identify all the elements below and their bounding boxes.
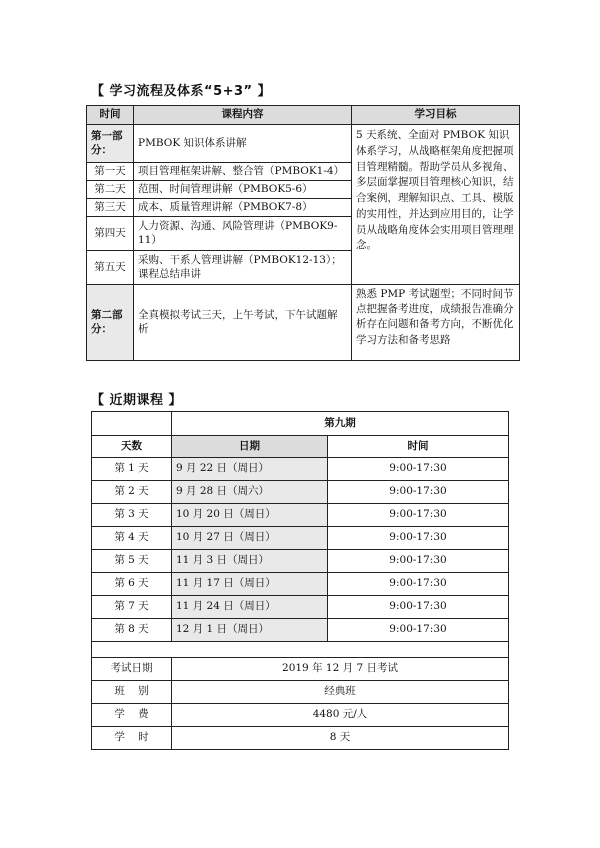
schedule-time: 9:00-17:30 <box>328 458 509 481</box>
spacer-row <box>92 642 509 658</box>
info-value: 经典班 <box>172 681 509 704</box>
recent-courses-table <box>91 411 509 750</box>
info-value: 8 天 <box>172 727 509 750</box>
table-row <box>92 481 509 504</box>
info-label: 考试日期 <box>92 658 172 681</box>
schedule-time: 9:00-17:30 <box>328 527 509 550</box>
schedule-date: 11 月 3 日（周日） <box>172 550 328 573</box>
part1-intro-row <box>87 125 520 163</box>
schedule-time: 9:00-17:30 <box>328 573 509 596</box>
schedule-date: 10 月 27 日（周日） <box>172 527 328 550</box>
part1-goal: 5 天系统、全面对 PMBOK 知识体系学习，从战略框架角度把握项目管理精髓。帮助学员从多视角、多层面掌握项目管理核心知识，结合案例，理解知识点、工具、模版的实用性，并达到应用目的，让学员从战略角度体会实用项目管理理念。 <box>352 125 520 285</box>
schedule-day: 第 6 天 <box>92 573 172 596</box>
day-label: 第四天 <box>87 217 134 251</box>
period-title: 第九期 <box>172 412 509 436</box>
table-row <box>92 619 509 642</box>
schedule-day: 第 3 天 <box>92 504 172 527</box>
schedule-day: 第 8 天 <box>92 619 172 642</box>
schedule-header-row <box>92 436 509 458</box>
empty-cell <box>92 412 172 436</box>
part2-content: 全真模拟考试三天，上午考试，下午试题解析 <box>134 285 352 361</box>
table-row <box>92 550 509 573</box>
info-row <box>92 681 509 704</box>
info-row <box>92 727 509 750</box>
part2-goal: 熟悉 PMP 考试题型；不同时间节点把握备考进度，成绩报告准确分析存在问题和备考方向，不断优化学习方法和备考思路 <box>352 285 520 361</box>
table-row <box>92 573 509 596</box>
part2-row <box>87 285 520 361</box>
section-heading-recent-courses: 【 近期课程 】 <box>91 393 183 408</box>
schedule-time: 9:00-17:30 <box>328 504 509 527</box>
study-process-table <box>86 105 520 361</box>
schedule-time: 9:00-17:30 <box>328 481 509 504</box>
schedule-time: 9:00-17:30 <box>328 596 509 619</box>
header-time: 时间 <box>328 436 509 458</box>
day-content: 项目管理框架讲解、整合管（PMBOK1-4） <box>134 163 352 181</box>
part1-label: 第一部分： <box>87 125 134 163</box>
info-row <box>92 704 509 727</box>
info-value: 4480 元/人 <box>172 704 509 727</box>
info-label: 学 费 <box>92 704 172 727</box>
schedule-day: 第 5 天 <box>92 550 172 573</box>
schedule-day: 第 1 天 <box>92 458 172 481</box>
header-time: 时间 <box>87 106 134 125</box>
info-row <box>92 658 509 681</box>
day-label: 第一天 <box>87 163 134 181</box>
schedule-day: 第 2 天 <box>92 481 172 504</box>
schedule-date: 10 月 20 日（周日） <box>172 504 328 527</box>
day-content: 人力资源、沟通、风险管理讲（PMBOK9-11） <box>134 217 352 251</box>
period-row <box>92 412 509 436</box>
schedule-date: 11 月 17 日（周日） <box>172 573 328 596</box>
schedule-day: 第 7 天 <box>92 596 172 619</box>
info-value: 2019 年 12 月 7 日考试 <box>172 658 509 681</box>
table-row <box>92 596 509 619</box>
section-heading-study-process: 【 学习流程及体系“5+3” 】 <box>91 84 272 99</box>
day-content: 成本、质量管理讲解（PMBOK7-8） <box>134 199 352 217</box>
schedule-date: 9 月 22 日（周日） <box>172 458 328 481</box>
spacer-cell <box>92 642 509 658</box>
header-days: 天数 <box>92 436 172 458</box>
part1-intro: PMBOK 知识体系讲解 <box>134 125 352 163</box>
day-label: 第三天 <box>87 199 134 217</box>
info-label: 学 时 <box>92 727 172 750</box>
day-label: 第二天 <box>87 181 134 199</box>
schedule-time: 9:00-17:30 <box>328 550 509 573</box>
day-content: 采购、干系人管理讲解（PMBOK12-13）；课程总结串讲 <box>134 251 352 285</box>
table-row <box>92 458 509 481</box>
table-row <box>92 527 509 550</box>
schedule-date: 12 月 1 日（周日） <box>172 619 328 642</box>
day-label: 第五天 <box>87 251 134 285</box>
header-date: 日期 <box>172 436 328 458</box>
schedule-date: 11 月 24 日（周日） <box>172 596 328 619</box>
schedule-time: 9:00-17:30 <box>328 619 509 642</box>
info-label: 班 别 <box>92 681 172 704</box>
schedule-date: 9 月 28 日（周六） <box>172 481 328 504</box>
header-content: 课程内容 <box>134 106 352 125</box>
day-content: 范围、时间管理讲解（PMBOK5-6） <box>134 181 352 199</box>
table-row <box>92 504 509 527</box>
schedule-day: 第 4 天 <box>92 527 172 550</box>
part2-label: 第二部分： <box>87 285 134 361</box>
table-header-row <box>87 106 520 125</box>
header-goal: 学习目标 <box>352 106 520 125</box>
